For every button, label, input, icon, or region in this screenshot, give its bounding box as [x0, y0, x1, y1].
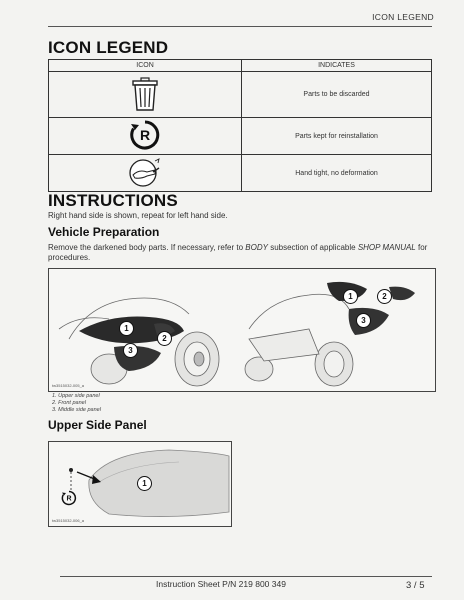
callout-1: 1 — [343, 289, 358, 304]
vehicle-figure — [48, 268, 436, 392]
callout-2: 2 — [157, 331, 172, 346]
reinstall-r-letter: R — [66, 495, 72, 503]
legend-icon-cell — [49, 72, 242, 118]
callout-1: 1 — [137, 476, 152, 491]
legend-icon-cell — [49, 155, 242, 192]
callout-3: 3 — [356, 313, 371, 328]
table-row — [49, 155, 432, 192]
shop-manual-reference: SHOP MANUAL — [357, 243, 416, 252]
header-rule — [48, 26, 432, 27]
caption-1: 1. Upper side panel — [52, 393, 100, 399]
reinstall-r-icon — [129, 119, 161, 151]
figure-code: tw3515032-005_a — [52, 383, 85, 388]
vehicle-prep-title: Vehicle Preparation — [48, 225, 160, 239]
body-reference: BODY — [245, 243, 268, 252]
callout-1: 1 — [119, 321, 134, 336]
caption-2: 2. Front panel — [52, 400, 86, 406]
legend-col-indicates: INDICATES — [242, 60, 432, 72]
vehicle-prep-text-a: Remove the darkened body parts. If necessary, refer to — [48, 243, 246, 252]
vehicle-prep-text-e: for procedures. — [48, 243, 428, 262]
reinstall-r-icon — [61, 490, 77, 511]
legend-indicates-cell: Parts kept for reinstallation — [242, 118, 432, 155]
table-row — [49, 72, 432, 118]
icon-legend-table — [48, 59, 432, 192]
callout-2: 2 — [377, 289, 392, 304]
legend-icon-cell — [49, 118, 242, 155]
figure-captions — [52, 393, 101, 414]
figure-code: tw3515032-006_a — [52, 518, 85, 523]
icon-legend-title: ICON LEGEND — [48, 38, 169, 57]
trash-can-icon — [130, 76, 160, 112]
legend-indicates-cell: Hand tight, no deformation — [242, 155, 432, 192]
footer-rule — [60, 576, 432, 577]
upper-side-panel-figure — [48, 441, 232, 527]
reinstall-r-letter: R — [139, 127, 151, 143]
vehicle-prep-text — [48, 243, 438, 263]
instruction-sheet-number: Instruction Sheet P/N 219 800 349 — [156, 579, 286, 589]
instructions-title: INSTRUCTIONS — [48, 191, 178, 210]
hand-tight-icon — [125, 155, 165, 189]
legend-indicates-cell: Parts to be discarded — [242, 72, 432, 118]
table-row — [49, 118, 432, 155]
upper-side-panel-title: Upper Side Panel — [48, 418, 147, 432]
legend-header-row — [49, 60, 432, 72]
vehicle-illustration — [49, 269, 435, 391]
caption-3: 3. Middle side panel — [52, 407, 101, 413]
callout-3: 3 — [123, 343, 138, 358]
legend-col-icon: ICON — [49, 60, 242, 72]
instructions-note: Right hand side is shown, repeat for left hand side. — [48, 211, 228, 220]
page-number: 3 / 5 — [406, 580, 425, 591]
vehicle-prep-text-c: subsection of applicable — [267, 243, 358, 252]
running-header: ICON LEGEND — [372, 12, 434, 22]
